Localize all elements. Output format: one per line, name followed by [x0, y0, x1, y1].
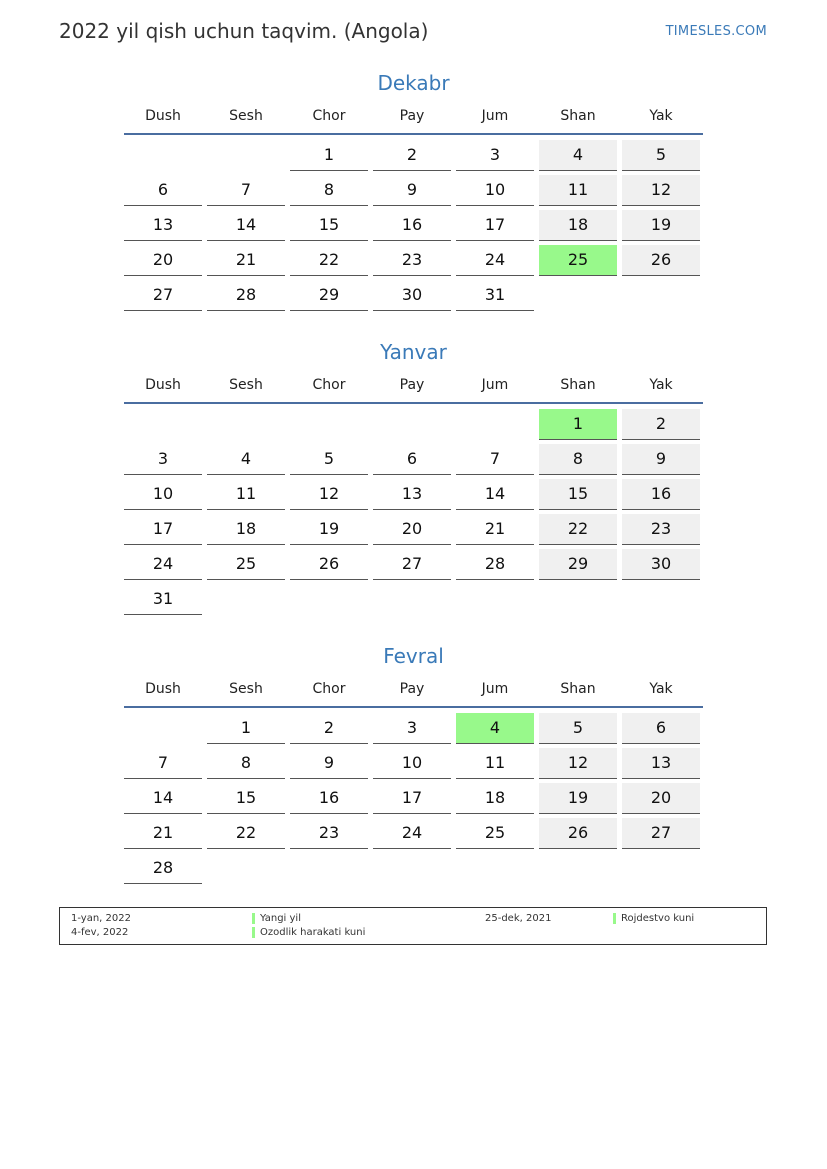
day-cell[interactable]: 14	[207, 210, 285, 241]
day-cell[interactable]: 27	[373, 549, 451, 580]
holiday-marker	[252, 913, 255, 924]
day-cell[interactable]: 28	[124, 853, 202, 884]
day-cell[interactable]: 24	[373, 818, 451, 849]
page-title: 2022 yil qish uchun taqvim. (Angola)	[59, 19, 429, 43]
holiday-legend	[59, 907, 767, 945]
legend-date: 4-fev, 2022	[71, 927, 129, 938]
day-cell[interactable]: 22	[539, 514, 617, 545]
month-february	[124, 642, 703, 884]
day-cell[interactable]: 21	[124, 818, 202, 849]
day-cell[interactable]: 17	[456, 210, 534, 241]
day-cell[interactable]: 8	[539, 444, 617, 475]
day-cell[interactable]: 18	[456, 783, 534, 814]
weekday-label: Jum	[481, 681, 509, 697]
empty-cell	[207, 140, 285, 170]
day-cell[interactable]: 2	[290, 713, 368, 744]
day-cell[interactable]: 25	[207, 549, 285, 580]
day-cell[interactable]: 25	[456, 818, 534, 849]
month-december	[124, 69, 703, 311]
day-cell[interactable]: 11	[456, 748, 534, 779]
day-cell[interactable]: 24	[124, 549, 202, 580]
day-cell[interactable]: 22	[207, 818, 285, 849]
weekday-header	[124, 676, 703, 706]
day-cell[interactable]: 9	[290, 748, 368, 779]
weekday-label: Chor	[312, 377, 346, 393]
day-cell[interactable]: 5	[622, 140, 700, 171]
weekday-label: Chor	[312, 108, 346, 124]
day-cell[interactable]: 14	[456, 479, 534, 510]
day-cell[interactable]: 2	[373, 140, 451, 171]
day-cell[interactable]: 19	[539, 783, 617, 814]
day-cell[interactable]: 10	[373, 748, 451, 779]
day-cell[interactable]: 22	[290, 245, 368, 276]
day-cell[interactable]: 26	[290, 549, 368, 580]
header-divider	[124, 402, 703, 404]
weekday-label: Dush	[145, 377, 181, 393]
day-cell[interactable]: 26	[539, 818, 617, 849]
empty-cell	[290, 409, 368, 439]
weekday-label: Shan	[560, 681, 596, 697]
holiday-day-cell[interactable]: 25	[539, 245, 617, 276]
day-cell[interactable]: 1	[290, 140, 368, 171]
weekday-label: Pay	[399, 377, 425, 393]
empty-cell	[124, 140, 202, 170]
day-cell[interactable]: 27	[124, 280, 202, 311]
day-cell[interactable]: 13	[124, 210, 202, 241]
brand-link[interactable]: TIMESLES.COM	[665, 24, 767, 39]
month-january	[124, 338, 703, 615]
day-cell[interactable]: 4	[207, 444, 285, 475]
month-title: Fevral	[383, 644, 444, 668]
holiday-day-cell[interactable]: 1	[539, 409, 617, 440]
day-cell[interactable]: 1	[207, 713, 285, 744]
day-cell[interactable]: 20	[622, 783, 700, 814]
day-cell[interactable]: 14	[124, 783, 202, 814]
day-cell[interactable]: 5	[290, 444, 368, 475]
day-cell[interactable]: 24	[456, 245, 534, 276]
day-cell[interactable]: 2	[622, 409, 700, 440]
weekday-label: Sesh	[229, 681, 263, 697]
day-cell[interactable]: 5	[539, 713, 617, 744]
day-cell[interactable]: 29	[539, 549, 617, 580]
day-cell[interactable]: 6	[622, 713, 700, 744]
weekday-label: Jum	[481, 377, 509, 393]
weekday-label: Yak	[649, 377, 673, 393]
day-cell[interactable]: 12	[539, 748, 617, 779]
weekday-label: Yak	[649, 681, 673, 697]
day-cell[interactable]: 9	[622, 444, 700, 475]
weekday-label: Sesh	[229, 377, 263, 393]
header-divider	[124, 706, 703, 708]
day-cell[interactable]: 13	[622, 748, 700, 779]
weekday-header	[124, 372, 703, 402]
day-cell[interactable]: 8	[290, 175, 368, 206]
day-cell[interactable]: 28	[207, 280, 285, 311]
day-cell[interactable]: 19	[290, 514, 368, 545]
holiday-marker	[252, 927, 255, 938]
empty-cell	[207, 409, 285, 439]
day-cell[interactable]: 6	[373, 444, 451, 475]
weekday-label: Jum	[481, 108, 509, 124]
day-cell[interactable]: 3	[373, 713, 451, 744]
day-cell[interactable]: 18	[207, 514, 285, 545]
day-cell[interactable]: 12	[622, 175, 700, 206]
day-cell[interactable]: 31	[124, 584, 202, 615]
legend-holiday-name: Yangi yil	[260, 913, 301, 924]
day-cell[interactable]: 11	[539, 175, 617, 206]
day-cell[interactable]: 11	[207, 479, 285, 510]
weekday-label: Dush	[145, 681, 181, 697]
day-grid	[124, 140, 703, 311]
day-cell[interactable]: 13	[373, 479, 451, 510]
weekday-label: Chor	[312, 681, 346, 697]
day-cell[interactable]: 23	[290, 818, 368, 849]
day-cell[interactable]: 16	[622, 479, 700, 510]
weekday-label: Shan	[560, 377, 596, 393]
day-cell[interactable]: 10	[456, 175, 534, 206]
day-cell[interactable]: 26	[622, 245, 700, 276]
legend-holiday-name: Rojdestvo kuni	[621, 913, 695, 924]
day-cell[interactable]: 18	[539, 210, 617, 241]
day-cell[interactable]: 27	[622, 818, 700, 849]
header-divider	[124, 133, 703, 135]
legend-date: 25-dek, 2021	[485, 913, 552, 924]
legend-holiday-name: Ozodlik harakati kuni	[260, 927, 366, 938]
holiday-day-cell[interactable]: 4	[456, 713, 534, 744]
weekday-label: Shan	[560, 108, 596, 124]
weekday-header	[124, 103, 703, 133]
holiday-marker	[613, 913, 616, 924]
empty-cell	[124, 713, 202, 743]
day-cell[interactable]: 19	[622, 210, 700, 241]
day-cell[interactable]: 20	[124, 245, 202, 276]
day-cell[interactable]: 30	[622, 549, 700, 580]
empty-cell	[124, 409, 202, 439]
empty-cell	[456, 409, 534, 439]
day-cell[interactable]: 8	[207, 748, 285, 779]
day-cell[interactable]: 15	[539, 479, 617, 510]
day-cell[interactable]: 31	[456, 280, 534, 311]
day-cell[interactable]: 9	[373, 175, 451, 206]
day-cell[interactable]: 30	[373, 280, 451, 311]
day-cell[interactable]: 7	[456, 444, 534, 475]
day-cell[interactable]: 16	[373, 210, 451, 241]
day-cell[interactable]: 23	[622, 514, 700, 545]
empty-cell	[373, 409, 451, 439]
weekday-label: Pay	[399, 108, 425, 124]
day-cell[interactable]: 3	[124, 444, 202, 475]
day-cell[interactable]: 3	[456, 140, 534, 171]
weekday-label: Sesh	[229, 108, 263, 124]
day-cell[interactable]: 17	[124, 514, 202, 545]
day-cell[interactable]: 20	[373, 514, 451, 545]
day-grid	[124, 409, 703, 615]
day-cell[interactable]: 12	[290, 479, 368, 510]
day-cell[interactable]: 10	[124, 479, 202, 510]
day-cell[interactable]: 7	[207, 175, 285, 206]
month-title: Dekabr	[377, 71, 450, 95]
day-cell[interactable]: 6	[124, 175, 202, 206]
day-cell[interactable]: 16	[290, 783, 368, 814]
day-cell[interactable]: 15	[207, 783, 285, 814]
day-cell[interactable]: 4	[539, 140, 617, 171]
weekday-label: Dush	[145, 108, 181, 124]
day-cell[interactable]: 23	[373, 245, 451, 276]
day-cell[interactable]: 21	[207, 245, 285, 276]
day-cell[interactable]: 17	[373, 783, 451, 814]
day-cell[interactable]: 7	[124, 748, 202, 779]
day-cell[interactable]: 28	[456, 549, 534, 580]
legend-date: 1-yan, 2022	[71, 913, 131, 924]
day-grid	[124, 713, 703, 884]
month-title: Yanvar	[380, 340, 447, 364]
day-cell[interactable]: 21	[456, 514, 534, 545]
day-cell[interactable]: 29	[290, 280, 368, 311]
day-cell[interactable]: 15	[290, 210, 368, 241]
weekday-label: Yak	[649, 108, 673, 124]
weekday-label: Pay	[399, 681, 425, 697]
